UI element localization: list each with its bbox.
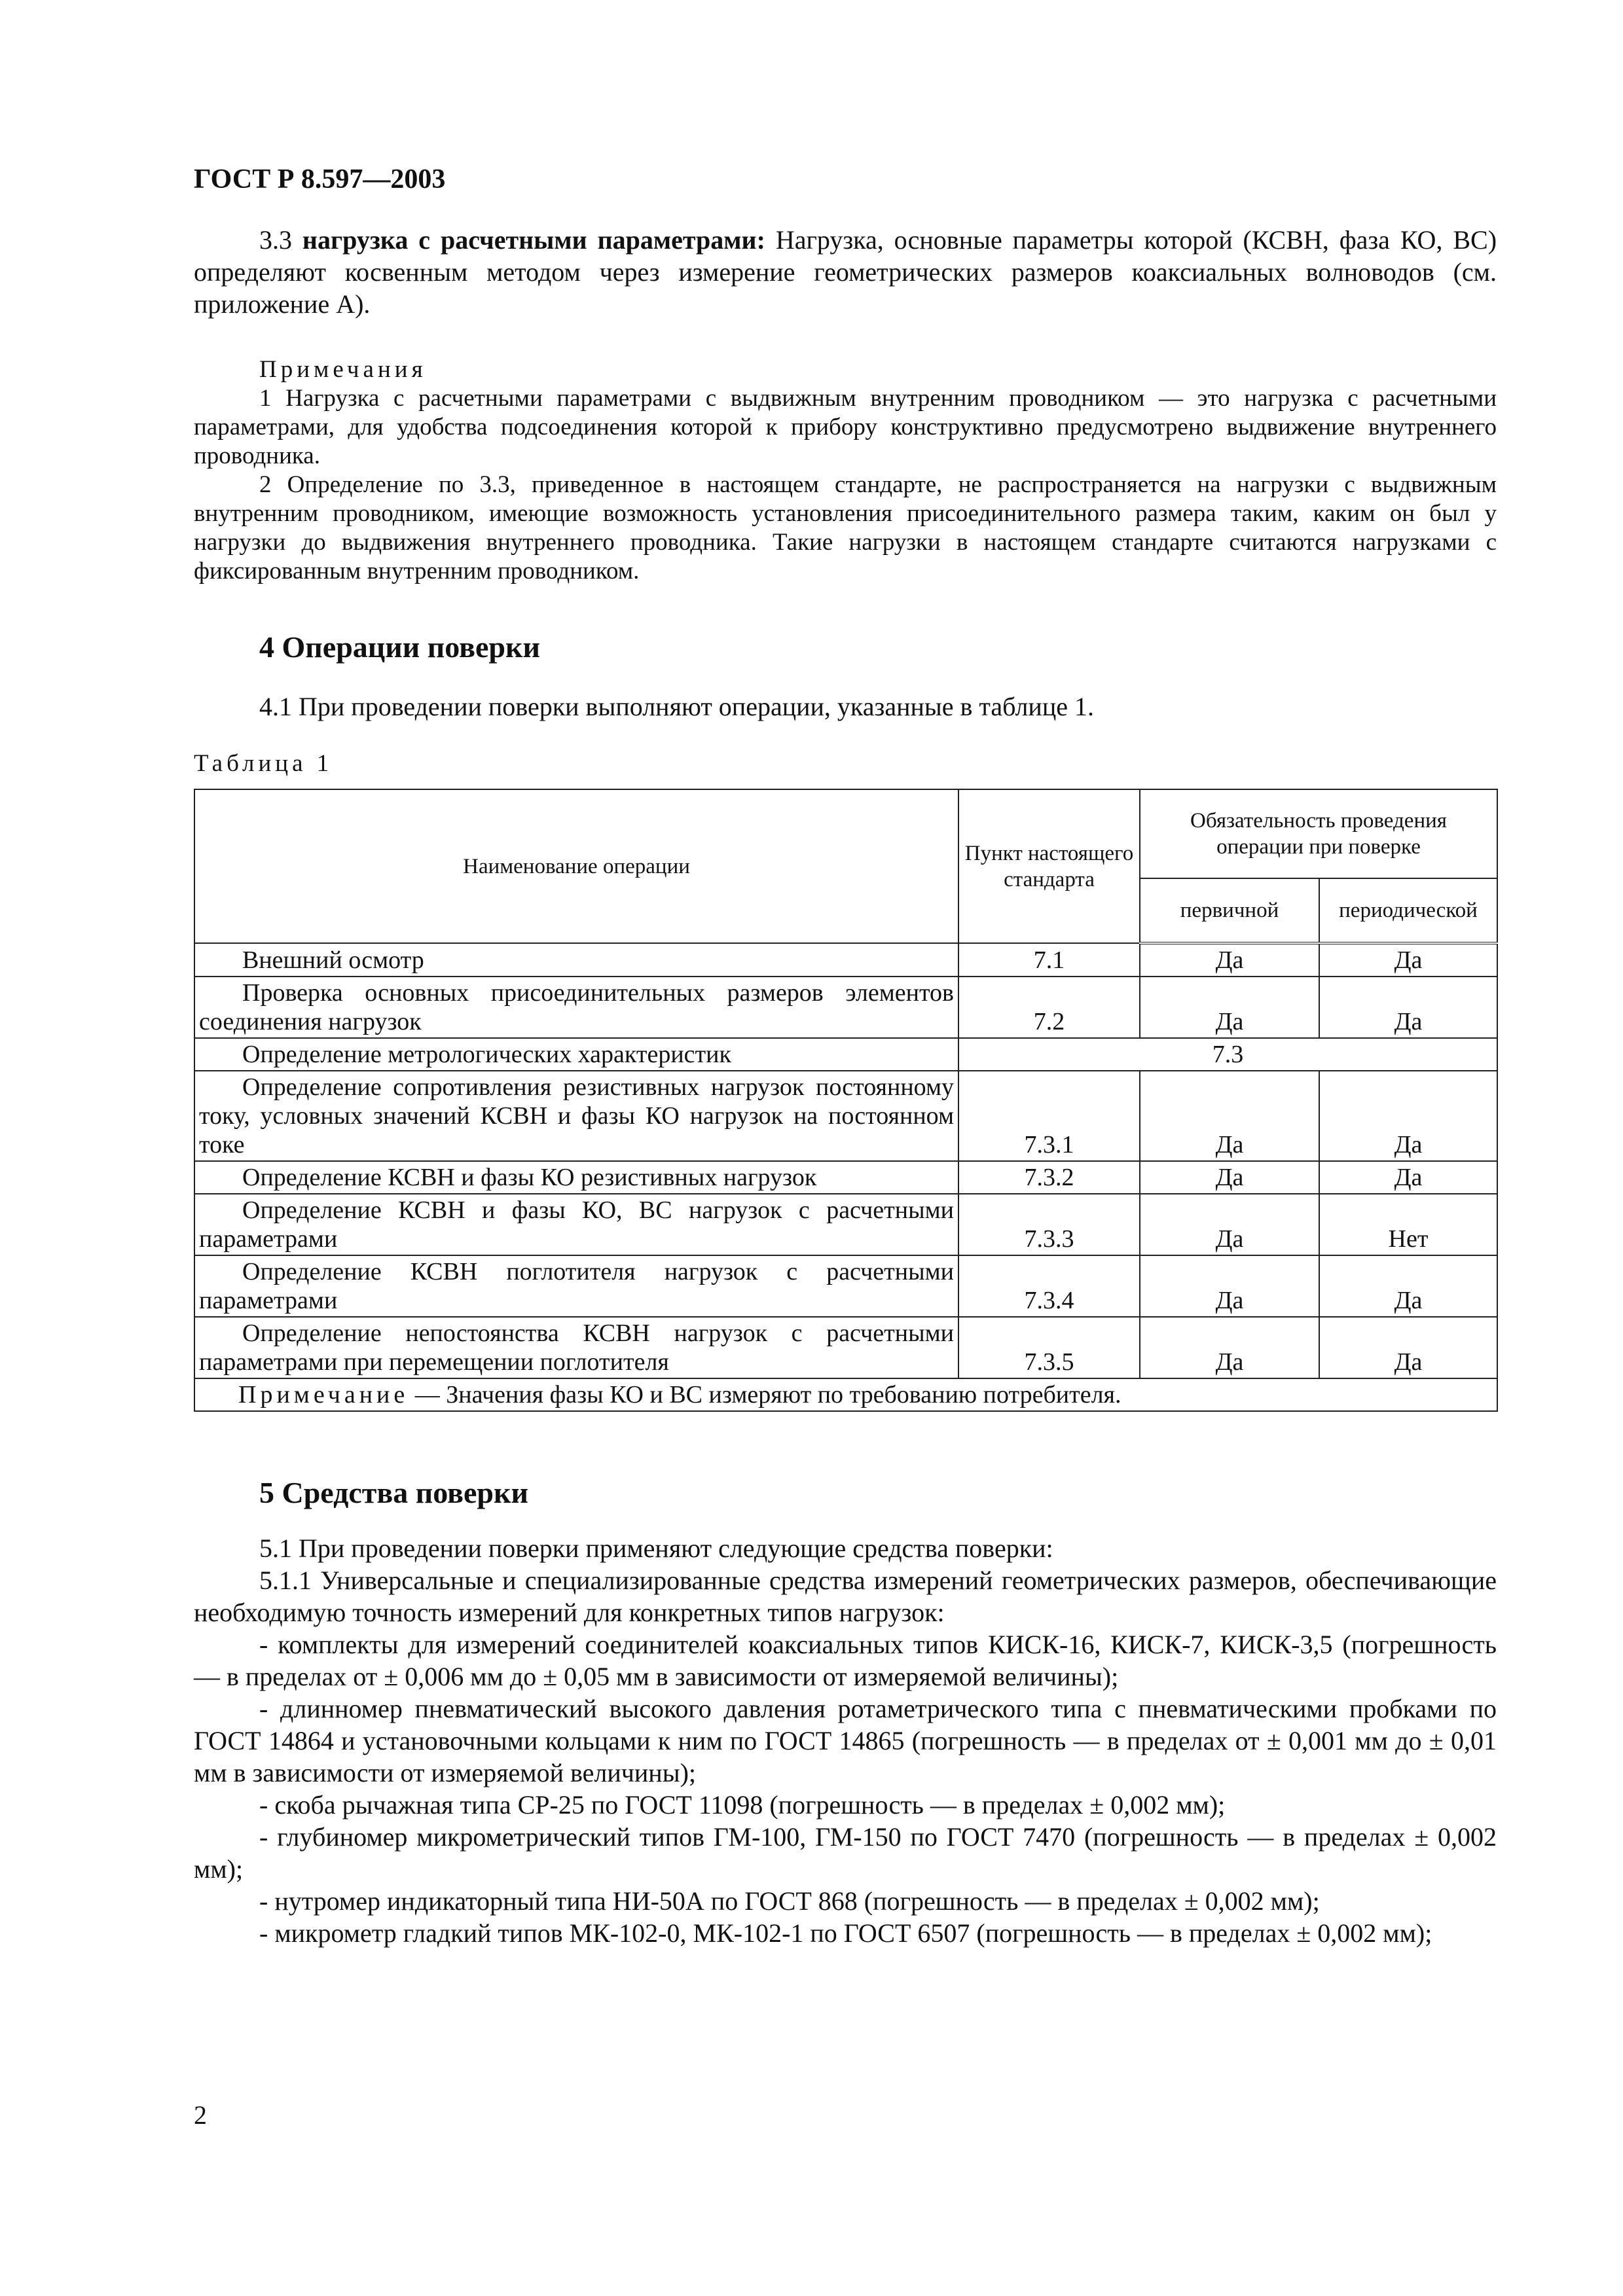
primary-cell: Да	[1140, 977, 1319, 1038]
clause-cell: 7.1	[958, 943, 1140, 977]
table-row	[194, 1038, 1497, 1071]
list-item: - микрометр гладкий типов МК-102-0, МК-102-1 по ГОСТ 6507 (погрешность — в пределах ± 0,002 мм);	[259, 1918, 1432, 1948]
list-item: - скоба рычажная типа СР-25 по ГОСТ 11098 (погрешность — в пределах ± 0,002 мм);	[259, 1790, 1226, 1820]
table-note-text: — Значения фазы КО и ВС измеряют по требованию потребителя.	[409, 1381, 1122, 1408]
operation-name: Определение КСВН и фазы КО, ВС нагрузок с расчетными параметрами	[199, 1196, 954, 1253]
clause-3-3-term: нагрузка с расчетными параметрами:	[302, 225, 765, 255]
primary-cell: Да	[1140, 1255, 1319, 1317]
primary-cell: Да	[1140, 1194, 1319, 1255]
paragraph-5-1-1: 5.1.1 Универсальные и специализированные средства измерений геометрических размеров, обеспечивающие необходимую точность измерений для конкретных типов нагрузок:	[194, 1566, 1497, 1627]
operation-name: Проверка основных присоединительных размеров элементов соединения нагрузок	[199, 979, 954, 1035]
section-5-heading: 5 Средства поверки	[259, 1476, 528, 1509]
primary-cell: Да	[1140, 1071, 1319, 1161]
periodic-cell: Нет	[1319, 1194, 1497, 1255]
list-item: - глубиномер микрометрический типов ГМ-100, ГМ-150 по ГОСТ 7470 (погрешность — в пределах ± 0,002 мм);	[194, 1822, 1497, 1884]
operation-name: Определение непостоянства КСВН нагрузок с расчетными параметрами при перемещении поглотителя	[199, 1319, 954, 1376]
clause-cell: 7.3.3	[958, 1194, 1140, 1255]
note-item: 2 Определение по 3.3, приведенное в настоящем стандарте, не распространяется на нагрузки с выдвижным внутренним проводником, имеющие возможность установления присоединительного размера таким, каким он был у нагрузки до выдвижения внутреннего проводника. Такие нагрузки в настоящем стандарте считаются нагрузками с фиксированным внутренним проводником.	[194, 471, 1497, 584]
clause-3-3-number: 3.3	[259, 225, 292, 255]
table-note	[194, 1378, 1497, 1411]
operation-name: Определение КСВН и фазы КО резистивных нагрузок	[242, 1164, 817, 1191]
operation-name: Определение сопротивления резистивных нагрузок постоянному току, условных значений КСВН и фазы КО нагрузок на постоянном токе	[199, 1073, 954, 1158]
clause-cell: 7.3.2	[958, 1161, 1140, 1194]
notes-block	[194, 355, 1497, 586]
periodic-cell: Да	[1319, 943, 1497, 977]
clause-3-3-text: Нагрузка, основные параметры которой (КСВН, фаза КО, ВС) определяют косвенным методом через измерение геометрических размеров коаксиальных волноводов (см. приложение А).	[194, 225, 1497, 319]
col-header-name: Наименование операции	[194, 789, 958, 943]
periodic-cell: Да	[1319, 1071, 1497, 1161]
list-item: - длинномер пневматический высокого давления ротаметрического типа с пневматическими пробками по ГОСТ 14864 и установочными кольцами к ним по ГОСТ 14865 (погрешность — в пределах от ± 0,001 мм до ± 0,01 мм в зависимости от измеряемой величины);	[194, 1694, 1497, 1787]
note-item: 1 Нагрузка с расчетными параметрами с выдвижным внутренним проводником — это нагрузка с расчетными параметрами, для удобства подсоединения которой к прибору конструктивно предусмотрено выдвижение внутреннего проводника.	[194, 385, 1497, 469]
merged-clause-cell: 7.3	[958, 1038, 1497, 1071]
list-item: - комплекты для измерений соединителей коаксиальных типов КИСК-16, КИСК-7, КИСК-3,5 (погрешность — в пределах от ± 0,006 мм до ± 0,05 мм в зависимости от измеряемой величины);	[194, 1630, 1497, 1691]
table-row	[194, 1255, 1497, 1317]
periodic-cell: Да	[1319, 1255, 1497, 1317]
list-item: - нутромер индикаторный типа НИ-50А по ГОСТ 868 (погрешность — в пределах ± 0,002 мм);	[259, 1886, 1320, 1916]
operation-name: Внешний осмотр	[242, 946, 424, 974]
col-header-mandatory: Обязательность проведения операции при поверке	[1140, 789, 1497, 878]
col-header-periodic: периодической	[1319, 878, 1497, 943]
col-header-primary: первичной	[1140, 878, 1319, 943]
table-row	[194, 943, 1497, 977]
periodic-cell: Да	[1319, 1317, 1497, 1378]
clause-cell: 7.3.1	[958, 1071, 1140, 1161]
notes-title: Примечания	[259, 356, 427, 383]
primary-cell: Да	[1140, 943, 1319, 977]
table-note-row	[194, 1378, 1497, 1411]
page-content	[194, 224, 1497, 1949]
section-4-heading: 4 Операции поверки	[259, 630, 541, 664]
paragraph-5-1: 5.1 При проведении поверки применяют следующие средства поверки:	[259, 1534, 1053, 1563]
table-row	[194, 1161, 1497, 1194]
operations-table	[194, 789, 1498, 1412]
document-code-header: ГОСТ Р 8.597—2003	[194, 164, 446, 194]
table-header-row	[194, 789, 1497, 878]
col-header-clause: Пункт настоящего стандарта	[958, 789, 1140, 943]
page-number: 2	[194, 2100, 207, 2130]
table-row	[194, 1194, 1497, 1255]
primary-cell: Да	[1140, 1317, 1319, 1378]
table-row	[194, 977, 1497, 1038]
operation-name: Определение КСВН поглотителя нагрузок с расчетными параметрами	[199, 1258, 954, 1314]
clause-cell: 7.3.5	[958, 1317, 1140, 1378]
clause-cell: 7.3.4	[958, 1255, 1140, 1317]
paragraph-4-1: 4.1 При проведении поверки выполняют операции, указанные в таблице 1.	[259, 692, 1094, 721]
table-row	[194, 1071, 1497, 1161]
operation-name: Определение метрологических характеристик	[242, 1041, 731, 1068]
clause-cell: 7.2	[958, 977, 1140, 1038]
periodic-cell: Да	[1319, 1161, 1497, 1194]
primary-cell: Да	[1140, 1161, 1319, 1194]
table-note-label: Примечание	[238, 1381, 409, 1408]
table-row	[194, 1317, 1497, 1378]
periodic-cell: Да	[1319, 977, 1497, 1038]
table-caption: Таблица 1	[194, 750, 333, 777]
clause-3-3	[194, 224, 1497, 320]
